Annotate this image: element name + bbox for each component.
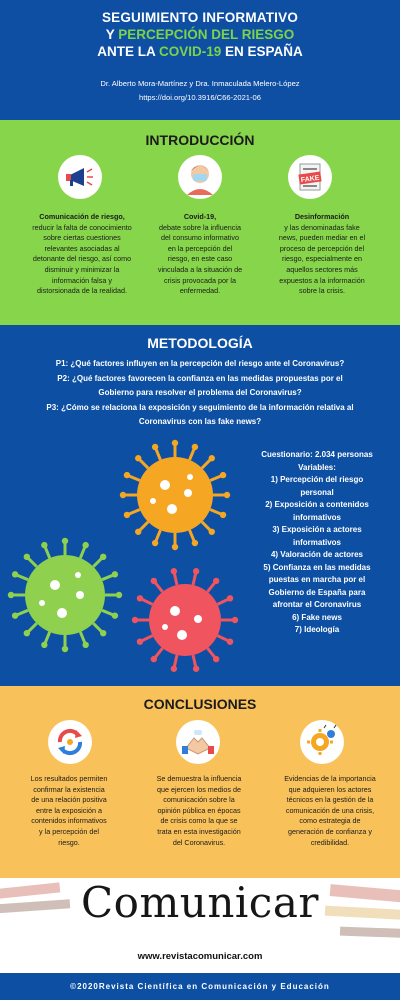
intro-col-1-line: distorsionada de la realidad. bbox=[37, 286, 127, 296]
brand-area bbox=[0, 878, 400, 973]
title-line-3-highlight: COVID-19 bbox=[158, 44, 222, 59]
concl-col-1 bbox=[10, 774, 128, 848]
concl-col-3-line: Evidencias de la importancia bbox=[284, 774, 376, 783]
concl-col-2-line: de crisis como la que se bbox=[160, 816, 238, 826]
intro-col-3 bbox=[260, 212, 384, 297]
intro-col-1-line: relevantes asociadas al bbox=[44, 243, 120, 253]
virus-orange-icon bbox=[120, 440, 230, 550]
intro-col-3-line: news, pueden mediar en el bbox=[278, 233, 366, 243]
intro-col-2-line: debate sobre la influencia bbox=[159, 222, 241, 232]
concl-col-1-line: confirmar la existencia bbox=[33, 784, 105, 794]
intro-col-1-line: información falsa y bbox=[52, 275, 112, 285]
concl-col-1-line: contenidos informativos bbox=[31, 816, 107, 826]
concl-col-3-line: generación de confianza y bbox=[288, 826, 372, 836]
virus-red-icon bbox=[132, 568, 238, 672]
intro-col-2 bbox=[140, 212, 260, 297]
survey-line: 6) Fake news bbox=[292, 612, 342, 622]
survey-line: informativos bbox=[292, 537, 341, 547]
metodologia-title: METODOLOGÍA bbox=[147, 335, 253, 351]
fake-label: FAKE bbox=[300, 174, 320, 185]
concl-col-2 bbox=[138, 774, 260, 848]
concl-col-1-line: Los resultados permiten bbox=[30, 774, 108, 783]
conclusiones-title: CONCLUSIONES bbox=[143, 696, 257, 712]
concl-col-1-line: y la percepción del bbox=[39, 826, 99, 836]
introduccion-title: INTRODUCCIÓN bbox=[145, 132, 255, 148]
concl-col-1-line: de una relación positiva bbox=[31, 795, 107, 805]
intro-col-3-lead: Desinformación bbox=[294, 212, 350, 221]
intro-col-2-line: en la percepción del bbox=[167, 243, 233, 253]
survey-line: Variables: bbox=[298, 462, 336, 472]
concl-col-2-line: trata en esta investigación bbox=[157, 826, 241, 836]
title-line-3-prefix: ANTE LA bbox=[97, 44, 159, 59]
question-line: Coronavirus con las fake news? bbox=[138, 417, 262, 426]
intro-col-2-line: enfermedad. bbox=[179, 286, 221, 296]
intro-col-3-line: expuestos a la información bbox=[279, 275, 365, 285]
title-line-2 bbox=[0, 27, 400, 42]
survey-line: Cuestionario: 2.034 personas bbox=[261, 450, 373, 459]
logo-comunicar: Comunicar bbox=[81, 878, 319, 927]
intro-col-3-line: y las denominadas fake bbox=[284, 222, 360, 232]
survey-line: 1) Percepción del riesgo bbox=[270, 475, 364, 484]
title-line-2-prefix: Y bbox=[105, 27, 119, 42]
concl-col-2-line: comunicación sobre la bbox=[163, 795, 235, 805]
concl-col-3-line: comunicación de una crisis, bbox=[285, 805, 375, 815]
intro-col-1-line: detonante del riesgo, así como bbox=[32, 254, 132, 264]
intro-col-1-line: reducir la falta de conocimiento bbox=[32, 222, 132, 232]
intro-col-3-line: aquellos sectores más bbox=[286, 264, 358, 274]
title-line-3-suffix: EN ESPAÑA bbox=[221, 44, 303, 59]
survey-line: afrontar el Coronavirus bbox=[272, 600, 362, 609]
website-link[interactable]: www.revistacomunicar.com bbox=[137, 951, 263, 962]
concl-col-3-line: como estrategia de bbox=[299, 816, 361, 826]
intro-col-2-lead: Covid-19, bbox=[183, 212, 217, 221]
gear-bulb-icon bbox=[300, 720, 344, 764]
intro-col-2-line: crisis provocada por la bbox=[164, 275, 236, 285]
handshake-icon bbox=[176, 720, 220, 764]
metodologia-section bbox=[0, 325, 400, 686]
megaphone-icon bbox=[58, 155, 102, 199]
intro-col-3-line: sobre la crisis. bbox=[299, 286, 345, 296]
survey-line: informativos bbox=[292, 512, 341, 522]
survey-line: 3) Exposición a actores bbox=[272, 525, 362, 534]
question-line: Gobierno para resolver el problema del Coronavirus? bbox=[98, 388, 302, 397]
concl-col-1-line: entre la exposición a bbox=[36, 805, 102, 815]
virus-green-icon bbox=[8, 538, 122, 652]
concl-col-3-line: que adquieren los actores bbox=[288, 784, 372, 794]
survey-block bbox=[242, 449, 392, 637]
intro-col-2-line: vinculada a la situación de bbox=[157, 264, 243, 274]
concl-col-2-line: del Coronavirus. bbox=[172, 837, 226, 847]
survey-line: personal bbox=[300, 487, 334, 497]
doi-link[interactable]: https://doi.org/10.3916/C66-2021-06 bbox=[138, 93, 261, 102]
concl-col-2-line: Se demuestra la influencia bbox=[156, 774, 242, 783]
survey-line: Gobierno de España para bbox=[268, 587, 366, 597]
survey-line: 7) Ideología bbox=[294, 625, 340, 634]
survey-line: puestas en marcha por el bbox=[268, 575, 366, 584]
intro-col-3-line: riesgo, especialmente en bbox=[282, 254, 362, 264]
intro-col-2-line: del consumo informativo bbox=[161, 233, 239, 243]
title-line-2-highlight: PERCEPCIÓN DEL RIESGO bbox=[118, 27, 295, 42]
concl-col-1-line: riesgo. bbox=[58, 837, 80, 847]
intro-col-1-lead: Comunicación de riesgo, bbox=[39, 212, 125, 221]
concl-col-2-line: opinión pública en épocas bbox=[157, 805, 241, 815]
conclusiones-section bbox=[0, 686, 400, 878]
concl-col-3 bbox=[266, 774, 394, 848]
introduccion-section bbox=[0, 120, 400, 325]
authors: Dr. Alberto Mora-Martínez y Dra. Inmaculada Melero-López bbox=[100, 79, 300, 88]
header bbox=[0, 0, 400, 120]
copyright: ©2020Revista Científica en Comunicación y Educación bbox=[0, 973, 400, 1000]
question-line: P2: ¿Qué factores favorecen la confianza en las medidas propuestas por el bbox=[57, 374, 343, 383]
intro-col-1-line: disminuir y minimizar la bbox=[44, 264, 120, 274]
intro-col-1-line: sobre ciertas cuestiones bbox=[43, 233, 121, 243]
concl-col-2-line: que ejercen los medios de bbox=[157, 784, 241, 794]
concl-col-3-line: técnicos en la gestión de la bbox=[286, 795, 374, 805]
virus-illustration bbox=[0, 435, 250, 685]
concl-col-3-line: credibilidad. bbox=[310, 837, 350, 847]
masked-person-icon bbox=[178, 155, 222, 199]
intro-col-3-line: proceso de percepción del bbox=[279, 243, 365, 253]
question-line: P3: ¿Cómo se relaciona la exposición y seguimiento de la información relativa al bbox=[46, 403, 354, 412]
intro-col-1 bbox=[20, 212, 144, 297]
survey-line: 4) Valoración de actores bbox=[270, 550, 364, 559]
intro-col-2-line: riesgo, en este caso bbox=[167, 254, 233, 264]
survey-line: 2) Exposición a contenidos bbox=[265, 500, 369, 509]
title-line-3 bbox=[0, 44, 400, 59]
fake-news-icon bbox=[288, 155, 332, 199]
survey-line: 5) Confianza en las medidas bbox=[263, 562, 371, 572]
cycle-arrows-icon bbox=[48, 720, 92, 764]
title-line-1: SEGUIMIENTO INFORMATIVO bbox=[101, 10, 299, 25]
question-line: P1: ¿Qué factores influyen en la percepción del riesgo ante el Coronavirus? bbox=[55, 359, 345, 368]
